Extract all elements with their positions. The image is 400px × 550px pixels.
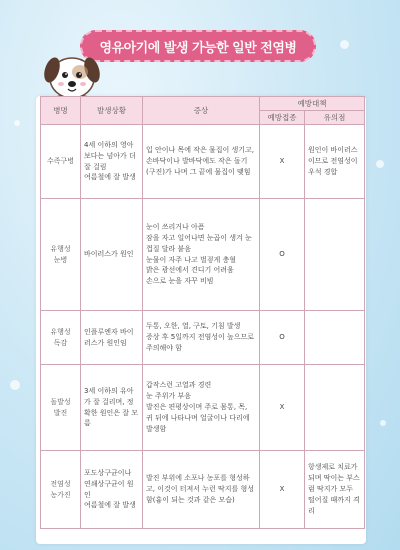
situation-cell: 포도상구균이나 연쇄상구균이 원인 여름철에 잘 발생 — [81, 451, 143, 529]
disease-name: 수족구병 — [41, 125, 81, 199]
symptom-cell: 갑작스런 고열과 경련 눈 주위가 부음 발진은 편평상이며 주로 몸통, 목, 귀 뒤에 나타나며 얼굴이나 다리에 발생함 — [143, 365, 260, 451]
background-sparkle — [10, 380, 20, 390]
situation-cell: 인플루엔자 바이러스가 원인임 — [81, 311, 143, 365]
table-row — [41, 311, 365, 365]
vaccine-cell: O — [260, 199, 305, 311]
caution-cell — [305, 365, 365, 451]
caution-cell: 원인이 바이러스이므로 전염성이 우석 경합 — [305, 125, 365, 199]
caution-cell — [305, 311, 365, 365]
header-prevention: 예방대책 — [260, 97, 365, 111]
disease-table — [40, 96, 365, 529]
table-row — [41, 199, 365, 311]
disease-name: 유행성 눈병 — [41, 199, 81, 311]
symptom-cell: 두통, 오한, 열, 구토, 기침 발생 증상 후 5일까지 전염성이 높으므로 주의해야 함 — [143, 311, 260, 365]
header-caution: 유의점 — [305, 111, 365, 125]
caution-cell — [305, 199, 365, 311]
vaccine-cell: X — [260, 451, 305, 529]
table-row — [41, 365, 365, 451]
background-sparkle — [376, 160, 384, 168]
symptom-cell: 발진 부위에 소포나 농포를 형성하고, 이것이 터져서 누런 딱지를 형성함(흉이 되는 것과 같은 모습) — [143, 451, 260, 529]
vaccine-cell: X — [260, 365, 305, 451]
situation-cell: 바이러스가 원인 — [81, 199, 143, 311]
header-vaccine: 예방접종 — [260, 111, 305, 125]
disease-name: 유행성 독감 — [41, 311, 81, 365]
background-sparkle — [14, 120, 20, 126]
situation-cell: 4세 이하의 영아 보다는 넘아가 더 잘 걸림 여름철에 잘 발생 — [81, 125, 143, 199]
symptom-cell: 입 안이나 목에 작은 물집이 생기고, 손바닥이나 발바닥에도 작은 돌기(구진)가 나며 그 끝에 물집이 맺힘 — [143, 125, 260, 199]
header-symptom: 증상 — [143, 97, 260, 125]
vaccine-cell: O — [260, 311, 305, 365]
header-disease: 병명 — [41, 97, 81, 125]
disease-name: 돌발성 발진 — [41, 365, 81, 451]
vaccine-cell: X — [260, 125, 305, 199]
page-title: 영유아기에 발생 가능한 일반 전염병 — [80, 30, 316, 62]
caution-cell: 항생제로 치료가 되며 딱이는 부스럼 딱지가 모두 떨어질 때까지 격리 — [305, 451, 365, 529]
header-situation: 발생상황 — [81, 97, 143, 125]
background-sparkle — [380, 420, 386, 426]
table-row — [41, 451, 365, 529]
table-row — [41, 125, 365, 199]
symptom-cell: 눈이 쓰리거나 아픔 잠을 자고 일어나면 눈곱이 생겨 눈껍질 달라 붙음 눈물이 자주 나고 벌겋게 충혈 밝은 광선에서 견디기 어려움 손으로 눈을 자꾸 비빔 — [143, 199, 260, 311]
disease-name: 전염성 농가진 — [41, 451, 81, 529]
background-sparkle — [340, 40, 349, 49]
situation-cell: 3세 이하의 유아가 잘 걸리며, 정확한 원인은 잘 모름 — [81, 365, 143, 451]
